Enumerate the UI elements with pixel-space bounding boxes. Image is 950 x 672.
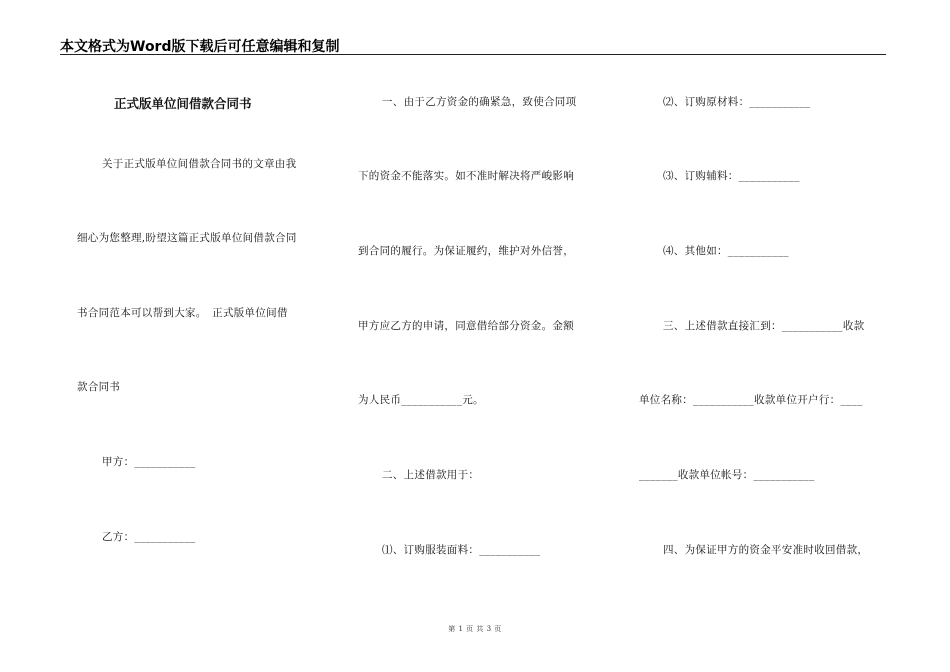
party-a-field: 甲方：___________ <box>102 456 196 468</box>
col1-line-1: 关于正式版单位间借款合同书的文章由我 <box>102 158 297 170</box>
col3-line-3: ⑷、其他如：___________ <box>663 245 789 257</box>
col2-line-7: ⑴、订购服装面料：___________ <box>382 544 541 556</box>
document-header: 本文格式为Word版下载后可任意编辑和复制 <box>60 39 340 55</box>
col2-line-5: 为人民币___________元。 <box>358 394 484 406</box>
col1-line-2: 细心为您整理,盼望这篇正式版单位间借款合同 <box>77 232 297 244</box>
col1-line-3: 书合同范本可以帮到大家。 正式版单位间借 <box>77 307 288 319</box>
header-divider <box>60 54 886 55</box>
page-footer: 第 1 页 共 3 页 <box>448 625 502 633</box>
col3-line-6: _______收款单位帐号：___________ <box>639 469 815 481</box>
col2-line-1: 一、由于乙方资金的确紧急，致使合同项 <box>382 96 577 108</box>
col3-line-7: 四、为保证甲方的资金平安准时收回借款， <box>663 544 869 556</box>
document-title: 正式版单位间借款合同书 <box>114 96 252 111</box>
col2-line-4: 甲方应乙方的申请，同意借给部分资金。金额 <box>358 320 574 332</box>
col3-line-4: 三、上述借款直接汇到：___________收款 <box>663 320 865 332</box>
col2-line-3: 到合同的履行。为保证履约，维护对外信誉， <box>358 245 574 257</box>
col3-line-1: ⑵、订购原材料：___________ <box>663 96 811 108</box>
col2-line-6: 二、上述借款用于： <box>382 469 480 481</box>
party-b-field: 乙方：___________ <box>102 531 196 543</box>
col3-line-5: 单位名称：___________收款单位开户行：____ <box>639 394 863 406</box>
col3-line-2: ⑶、订购辅料：___________ <box>663 170 800 182</box>
col2-line-2: 下的资金不能落实。如不准时解决将严峻影响 <box>358 170 574 182</box>
col1-line-4: 款合同书 <box>77 381 121 393</box>
